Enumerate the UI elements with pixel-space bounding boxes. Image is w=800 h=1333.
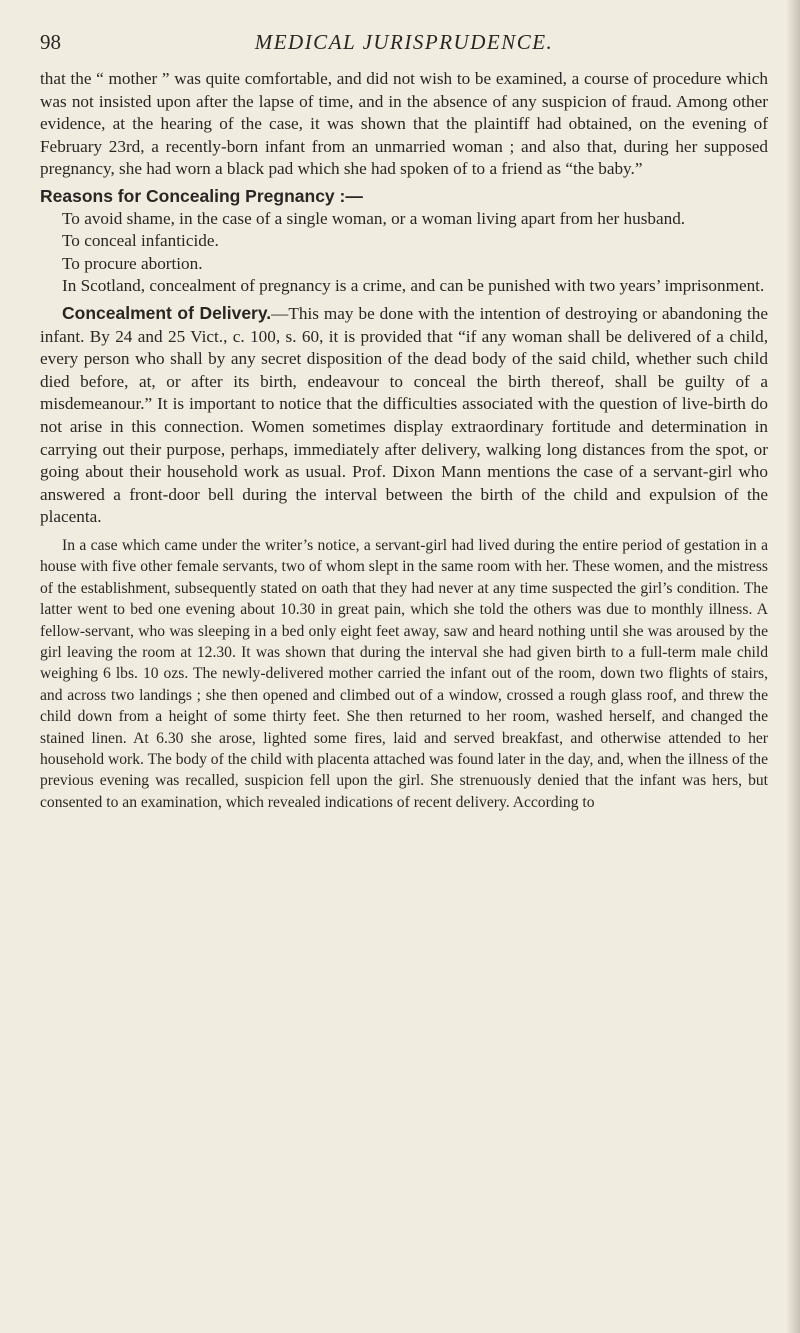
reason-shame: To avoid shame, in the case of a single woman, or a woman living apart from her husband. [62,208,686,228]
section-heading-concealing-pregnancy: Reasons for Concealing Pregnancy :— [40,185,363,206]
section-heading-concealment-of-delivery: Concealment of Delivery. [62,302,272,323]
paragraph-concealment-of-delivery [40,302,768,529]
paragraph-scotland: In Scotland, concealment of pregnancy is a crime, and can be punished with two years’ imprisonment. [62,276,765,296]
reason-infanticide: To conceal infanticide. [62,231,219,251]
page-number: 98 [40,30,61,54]
paragraph-continuation: that the “ mother ” was quite comfortable, and did not wish to be examined, a course of procedure which was not insisted upon after the lapse of time, and in the absence of any suspicion of fraud. Among other evidence, at the hearing of the case, it was shown that the plaintiff had obtained, on the evening of February 23rd, a recently-born infant from an unmarried woman ; and also that, during her supposed pregnancy, she had worn a black pad which she had spoken of to a friend as “the baby.” [40,69,768,179]
paragraph-case-report: In a case which came under the writer’s notice, a servant-girl had lived during the entire period of gestation in a house with five other female servants, two of whom slept in the same room with her. These women, and the mistress of the establishment, subsequently stated on oath that they had never at any time suspected the girl’s condition. The latter went to bed one evening about 10.30 in great pain, which she told the others was due to monthly illness. A fellow-servant, who was sleeping in a bed only eight feet away, saw and heard nothing until she was aroused by the girl leaving the room at 12.30. It was shown that during the interval she had given birth to a full-term male child weighing 6 lbs. 10 ozs. The newly-delivered mother carried the infant out of the room, down two flights of stairs, and across two landings ; she then opened and climbed out of a window, crossed a rough glass roof, and threw the child down from a height of some thirty feet. She then returned to her room, washed herself, and changed the stained linen. At 6.30 she arose, lighted some fires, laid and served breakfast, and otherwise attended to her household work. The body of the child with placenta attached was found later in the day, and, when the illness of the previous evening was recalled, suspicion fell upon the girl. She strenuously denied that the infant was hers, but consented to an examination, which revealed indications of recent delivery. According to [40,536,768,811]
running-title: MEDICAL JURISPRUDENCE. [254,30,554,54]
paragraph-delivery-text: —This may be done with the intention of destroying or abandoning the infant. By 24 and 25 Vict., c. 100, s. 60, it is provided that “if any woman shall be delivered of a child, every person who shall by any secret disposition of the dead body of the said child, whether such child died before, at, or after its birth, endeavour to conceal the birth thereof, shall be guilty of a misdemeanour.” It is important to notice that the difficulties associated with the question of live-birth do not arise in this connection. Women sometimes display extraordinary fortitude and determination in carrying out their purpose, perhaps, immediately after delivery, walking long distances from the spot, or going about their household work as usual. Prof. Dixon Mann mentions the case of a servant-girl who answered a front-door bell during the interval between the birth of the child and expulsion of the placenta. [40,303,768,527]
book-page [40,28,768,813]
reason-abortion: To procure abortion. [62,253,203,273]
page-edge-shadow [786,0,800,1333]
running-head [40,28,768,68]
